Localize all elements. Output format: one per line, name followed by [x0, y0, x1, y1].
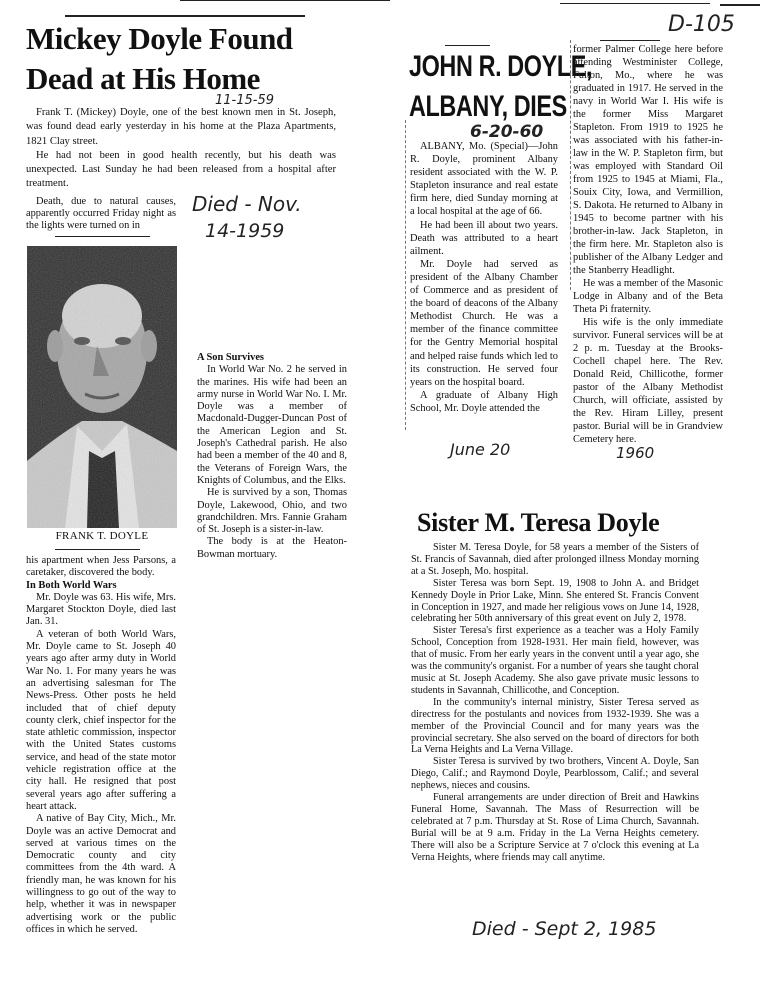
john-col1-paragraph: He had been ill about two years. Death was attributed to a heart ailment. [410, 219, 558, 257]
mickey-died-annotation-line2: 14-1959 [205, 220, 285, 242]
rule [55, 236, 150, 237]
mickey-lead-paragraph: He had not been in good health recently, but his death was unexpected. Last Sunday he had been released from a hospital after treatment. [26, 149, 336, 190]
mickey-lead-paragraph: Frank T. (Mickey) Doyle, one of the best known men in St. Joseph, was found dead early yesterday in his home at the Plaza Apartments, 1821 Clay street. [26, 107, 336, 147]
rule [445, 45, 490, 46]
top-rule-right [560, 3, 710, 4]
john-col1-paragraph: ALBANY, Mo. (Special)—John R. Doyle, prominent Albany resident associated with the W. P. Stapleton insurance and real estate firm here, died Sunday morning at a local hospital at the age of 66. [410, 141, 558, 218]
teresa-paragraph: Sister Teresa's first experience as a teacher was a Holy Family School, Conception from 1928-1931. Her main field, however, was that of music. From her early years in the convent until a year ago, she was the community's organist. For a number of years she taught choral music at St. Joseph Academy. She also gave private music lessons to students in Savannah, Chillicothe, and Conception. [411, 625, 699, 696]
john-headline-line1: JOHN R. DOYLE, [409, 50, 593, 83]
john-col2-paragraph: He was a member of the Masonic Lodge in Albany and of the Beta Theta Pi fraternity. [573, 278, 723, 315]
mickey-col1-paragraph: A veteran of both World Wars, Mr. Doyle came to St. Joseph 40 years ago after army duty in World War No. 1. For many years he was an advertising salesman for The News-Press. Other posts he held included that of chief deputy county clerk, chief inspector for the state athletic commission, inspector with the United States customs service, and head of the state motor vehicle registration office at the city hall. He resigned that post several years ago after suffering a heart attack. [26, 628, 176, 812]
john-col2-paragraph: former Palmer College here before attending Westminister College, Fulton, Mo., where he was graduated in 1917. He served in the navy in World War I. His wife is the former Miss Margaret Stapleton. From 1919 to 1925 he was associated with his father-in-law in the W. P. Stapleton firm, but was employed with Standard Oil from 1925 to 1945 at Miami, Fla., Souix City, Iowa, and Vermillion, S. Dakota. He returned to Albany in 1945 to become partner with his brother-in-law. Jack Stapleton, in the firm here. Mr. Stapleton also is publisher of the Albany Ledger and the Stanberry Headlight. [573, 44, 723, 276]
mickey-date-annotation: 11-15-59 [215, 93, 275, 108]
top-rule-mid [180, 0, 390, 1]
mickey-died-annotation-line1: Died - Nov. [192, 192, 302, 216]
mickey-col1 [26, 555, 176, 936]
teresa-paragraph: Funeral arrangements are under direction of Breit and Hawkins Funeral Home, Savannah. The Mass of Resurrection will be celebrated at 7 p.m. Thursday at St. Rose of Lima Church, Savannah. Burial will be at 9 a.m. Friday in the La Verna Heights cemetery. There will also be a Scripture Service at 7 o'clock this evening at La Verna Heights, where friends may call anytime. [411, 792, 699, 863]
teresa-body [411, 542, 699, 863]
teresa-died-annotation: Died - Sept 2, 1985 [472, 918, 657, 940]
john-date-annotation: 6-20-60 [470, 122, 544, 142]
rule [55, 549, 140, 550]
teresa-paragraph: Sister Teresa was born Sept. 19, 1908 to John A. and Bridget Kennedy Doyle in Prior Lake, Minn. She entered St. Francis Convent in Conception in 1927, and made her religious vows on June 14, 1928, celebrating her 50th anniversary of this great event on July 2, 1978. [411, 577, 699, 625]
mickey-col2-paragraph: He is survived by a son, Thomas Doyle, Lakewood, Ohio, and two grandchildren. Mrs. Fannie Graham of St. Joseph is a sister-in-law. [197, 487, 347, 536]
teresa-headline: Sister M. Teresa Doyle [417, 508, 660, 537]
rule [600, 40, 660, 41]
john-col1-paragraph: Mr. Doyle had served as president of the Albany Chamber of Commerce and as president of the board of deacons of the Albany Methodist Church. He was a member of the finance committee for the Gentry Memorial hospital and helped raise funds which led to its construction. He served four years on the hospital board. [410, 258, 558, 388]
mickey-col2 [197, 352, 347, 561]
teresa-paragraph: Sister M. Teresa Doyle, for 58 years a member of the Sisters of St. Francis of Savannah, died after prolonged illness Monday morning at a St. Joseph, Mo. hospital. [411, 542, 699, 577]
mickey-col1-top [26, 196, 176, 232]
mickey-col1-paragraph: Mr. Doyle was 63. His wife, Mrs. Margaret Stockton Doyle, died last Jan. 31. [26, 591, 176, 628]
john-col2 [573, 43, 723, 446]
john-col1 [410, 140, 558, 415]
john-headline-line2: ALBANY, DIES [409, 90, 567, 123]
photo-caption: FRANK T. DOYLE [55, 530, 149, 542]
mickey-headline-line1: Mickey Doyle Found [26, 21, 293, 56]
john-year-annotation: 1960 [616, 444, 655, 462]
john-june-annotation: June 20 [450, 440, 511, 459]
mickey-lead [26, 106, 336, 192]
catalog-number-annotation: D-105 [668, 12, 735, 37]
john-col1-paragraph: A graduate of Albany High School, Mr. Doyle attended the [410, 389, 558, 414]
mickey-headline-line2: Dead at His Home [26, 61, 260, 96]
mickey-col1-continuation: his apartment when Jess Parsons, a caretaker, discovered the body. [26, 555, 176, 579]
column-rule [570, 40, 571, 290]
portrait-image [27, 246, 177, 528]
column-rule [405, 120, 406, 430]
john-col2-paragraph: His wife is the only immediate survivor. Funeral services will be at 2 p. m. Tuesday at the Brooks-Cochell chapel here. The Rev. Donald Reid, Chillicothe, former pastor of the Albany Methodist Church, will officiate, assisted by the Rev. Hiram Lilley, present pastor. Burial will be in Grandview Cemetery here. [573, 317, 723, 445]
top-rule-left [65, 15, 305, 17]
teresa-paragraph: Sister Teresa is survived by two brothers, Vincent A. Doyle, San Diego, Calif.; and Raymond Doyle, Pearblossom, Calif.; and several nephews, nieces and cousins. [411, 756, 699, 792]
top-rule-right2 [720, 4, 760, 6]
subhead-a-son-survives: A Son Survives [197, 352, 264, 363]
mickey-col1-paragraph: A native of Bay City, Mich., Mr. Doyle was an active Democrat and served at various times on the Democratic county and city committees from the 4th ward. A friendly man, he was known for his willingness to go out of the way to help, whether it was in newspaper advertising work or the public offices in which he served. [26, 813, 176, 935]
mickey-col1-top-text: Death, due to natural causes, apparently occurred Friday night as the lights were turned on in [26, 196, 176, 231]
subhead-both-world-wars: In Both World Wars [26, 579, 117, 591]
mickey-col2-paragraph: The body is at the Heaton-Bowman mortuary. [197, 536, 347, 560]
teresa-paragraph: In the community's internal ministry, Sister Teresa served as directress for the postulants and novices from 1932-1939. She was a member of the Provincial Council and for many years was the provincial secretary. She also served on the board of directors for both La Verna Heights and La Verna Village. [411, 696, 699, 756]
mickey-col2-paragraph: In World War No. 2 he served in the marines. His wife had been an army nurse in World War No. I. Mr. Doyle was a member of Macdonald-Dugger-Duncan Post of the American Legion and St. Joseph's Cathedral parish. He also had been a member of the 40 and 8, the Veterans of Foreign Wars, the Knights of Columbus, and the Elks. [197, 364, 347, 486]
frank-doyle-photo [27, 246, 177, 528]
